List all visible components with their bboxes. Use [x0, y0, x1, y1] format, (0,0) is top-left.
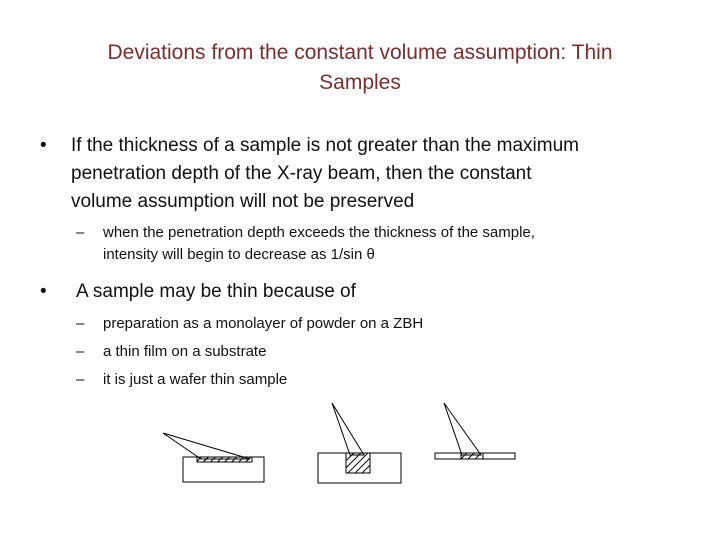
bullet-thin-reasons-text: A sample may be thin because of: [76, 281, 356, 302]
list-item-text: a thin film on a substrate: [103, 343, 267, 360]
slide-title-line1: Deviations from the constant volume assumption: Thin: [107, 41, 613, 64]
list-item-text: it is just a wafer thin sample: [103, 371, 288, 388]
sample-holder: [183, 457, 264, 482]
dash-marker: –: [76, 371, 85, 388]
dash-marker: –: [76, 315, 85, 332]
list-item-text: preparation as a monolayer of powder on a ZBH: [103, 315, 424, 332]
thin-reasons-list: [76, 310, 676, 394]
diagram-monolayer: [163, 433, 264, 482]
wafer-plate: [435, 453, 515, 459]
diagram-wafer: [435, 403, 515, 459]
bullet-thickness-line2: penetration depth of the X-ray beam, then the constant: [71, 163, 532, 184]
bullet-thickness: [40, 132, 680, 216]
bullet-thickness-text: [71, 132, 680, 216]
bullet-marker: •: [40, 281, 47, 302]
hatched-sample: [346, 453, 370, 473]
subbullet-penetration-line1: when the penetration depth exceeds the thickness of the sample,: [103, 224, 535, 241]
hatched-sample: [461, 453, 483, 459]
subbullet-penetration-line2: intensity will begin to decrease as 1/sin θ: [103, 246, 375, 263]
bullet-thickness-line3: volume assumption will not be preserved: [71, 191, 415, 212]
xray-beam: [332, 403, 364, 455]
subbullet-penetration-text: [103, 222, 676, 266]
sample-holder: [318, 453, 401, 483]
bullet-marker: •: [40, 135, 47, 156]
dash-marker: –: [76, 343, 85, 360]
hatched-sample: [197, 457, 252, 462]
xray-beam: [444, 403, 481, 455]
slide-title-line2: Samples: [319, 71, 401, 94]
bullet-thin-reasons: [40, 278, 680, 306]
bullet-thickness-line1: If the thickness of a sample is not greater than the maximum: [71, 135, 579, 156]
diagram-substrate: [318, 403, 401, 483]
dash-marker: –: [76, 224, 85, 241]
list-item: [76, 338, 676, 366]
list-item: [76, 366, 676, 394]
list-item: [76, 310, 676, 338]
slide-title: [20, 38, 700, 98]
subbullet-penetration: [76, 222, 676, 266]
xray-beam: [163, 433, 250, 459]
